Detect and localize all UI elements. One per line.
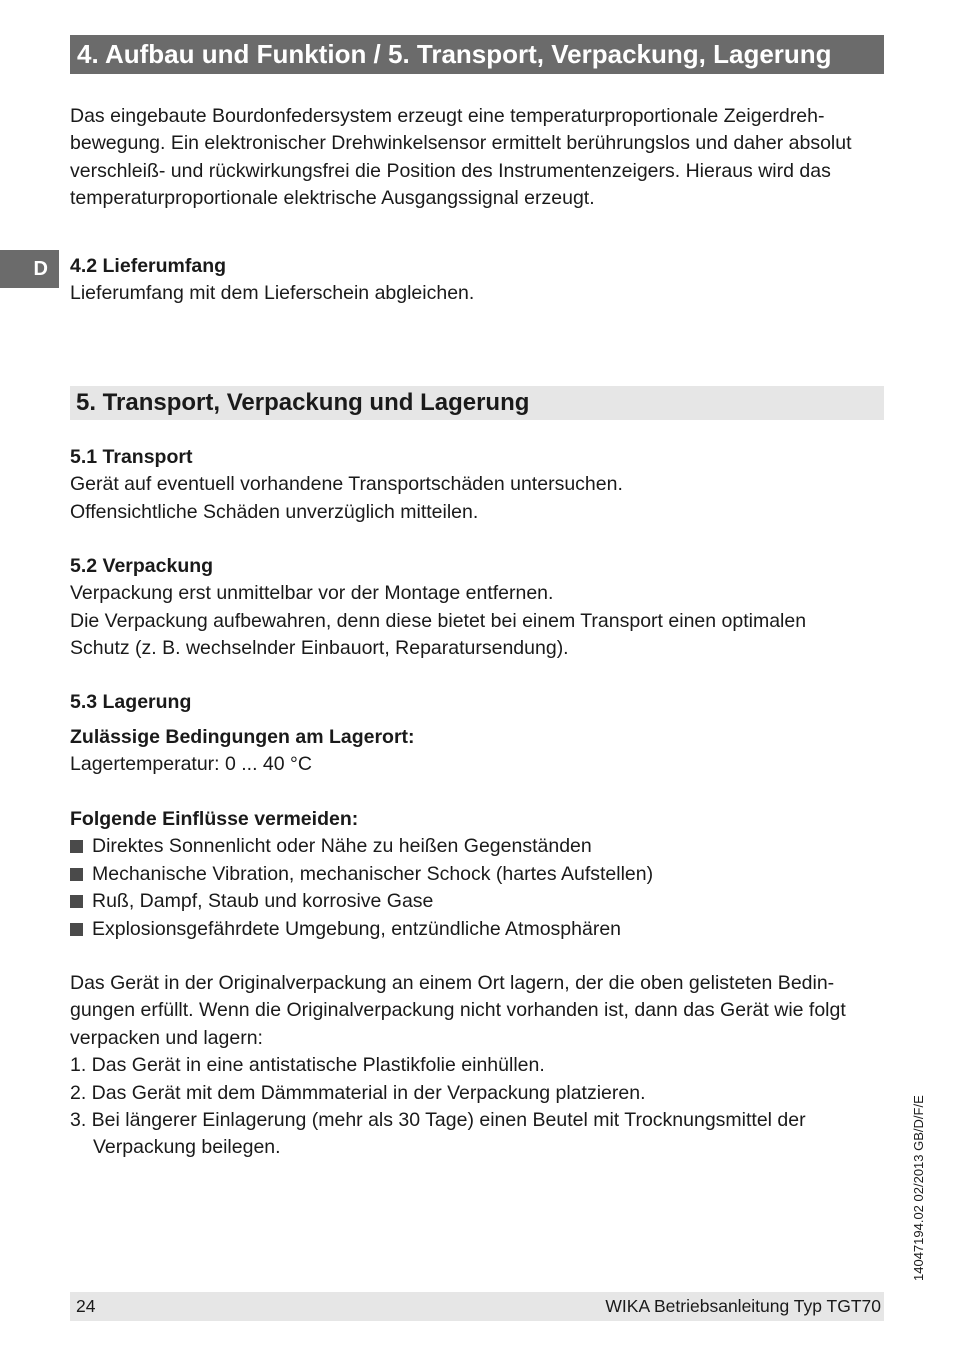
square-bullet-icon [70, 923, 83, 936]
page-title: 4. Aufbau und Funktion / 5. Transport, Verpackung, Lagerung [70, 35, 884, 74]
text-line: Offensichtliche Schäden unverzüglich mitteilen. [70, 500, 479, 523]
text-line: gungen erfüllt. Wenn die Originalverpackung nicht vorhanden ist, dann das Gerät wie folgt [70, 999, 846, 1022]
language-tab: D [0, 250, 59, 288]
text-line: Die Verpackung aufbewahren, denn diese bietet bei einem Transport einen optimalen [70, 609, 807, 632]
conditions-heading: Zulässige Bedingungen am Lagerort: [70, 726, 415, 748]
storage-instructions [70, 970, 846, 1162]
section-heading: 5.2 Verpackung [70, 555, 214, 577]
text-line: bewegung. Ein elektronischer Drehwinkelsensor ermittelt berührungslos und daher absolut [70, 132, 852, 155]
list-item [70, 833, 653, 860]
conditions-text: Lagertemperatur: 0 ... 40 °C [70, 753, 312, 776]
text-line: Das eingebaute Bourdonfedersystem erzeugt eine temperaturproportionale Zeigerdreh- [70, 105, 825, 127]
text-line: Verpackung erst unmittelbar vor der Montage entfernen. [70, 582, 554, 605]
text-line: verpacken und lagern: [70, 1026, 263, 1049]
avoid-list [70, 806, 653, 943]
text-line: Das Gerät in der Originalverpackung an einem Ort lagern, der die oben gelisteten Bedin- [70, 972, 835, 994]
list-item-text: Ruß, Dampf, Staub und korrosive Gase [92, 890, 434, 913]
numbered-step: 2. Das Gerät mit dem Dämmmaterial in der Verpackung platzieren. [70, 1081, 646, 1104]
list-item-text: Direktes Sonnenlicht oder Nähe zu heißen Gegenständen [92, 835, 592, 858]
storage-conditions [70, 724, 415, 779]
text-line: verschleiß- und rückwirkungsfrei die Position des Instrumentenzeigers. Hieraus wird das [70, 159, 831, 182]
section-heading: 5.1 Transport [70, 446, 193, 468]
avoid-heading: Folgende Einflüsse vermeiden: [70, 808, 359, 830]
document-code: 14047194.02 02/2013 GB/D/F/E [911, 1095, 926, 1281]
numbered-step-continuation: Verpackung beilegen. [93, 1136, 281, 1159]
list-item-text: Explosionsgefährdete Umgebung, entzündliche Atmosphären [92, 917, 622, 940]
text-line: Lieferumfang mit dem Lieferschein abgleichen. [70, 282, 475, 305]
square-bullet-icon [70, 895, 83, 908]
text-line: Gerät auf eventuell vorhandene Transportschäden untersuchen. [70, 473, 623, 496]
list-item-text: Mechanische Vibration, mechanischer Schock (hartes Aufstellen) [92, 862, 654, 885]
list-item [70, 916, 653, 943]
list-item [70, 888, 653, 915]
intro-paragraph [70, 103, 852, 213]
text-line: temperaturproportionale elektrische Ausgangssignal erzeugt. [70, 187, 595, 210]
page-footer [70, 1292, 884, 1321]
numbered-step: 1. Das Gerät in eine antistatische Plastikfolie einhüllen. [70, 1054, 545, 1077]
page-number: 24 [76, 1296, 96, 1316]
square-bullet-icon [70, 868, 83, 881]
document-title: WIKA Betriebsanleitung Typ TGT70 [605, 1296, 881, 1316]
square-bullet-icon [70, 840, 83, 853]
section-5-2 [70, 553, 806, 663]
section-5-title: 5. Transport, Verpackung und Lagerung [70, 386, 884, 420]
section-4-2 [70, 253, 474, 308]
section-heading-5-3: 5.3 Lagerung [70, 691, 192, 713]
section-heading: 4.2 Lieferumfang [70, 255, 227, 277]
section-5-1 [70, 444, 623, 526]
text-line: Schutz (z. B. wechselnder Einbauort, Reparatursendung). [70, 637, 569, 660]
list-item [70, 861, 653, 888]
numbered-step: 3. Bei längerer Einlagerung (mehr als 30 Tage) einen Beutel mit Trocknungsmittel der [70, 1109, 806, 1132]
